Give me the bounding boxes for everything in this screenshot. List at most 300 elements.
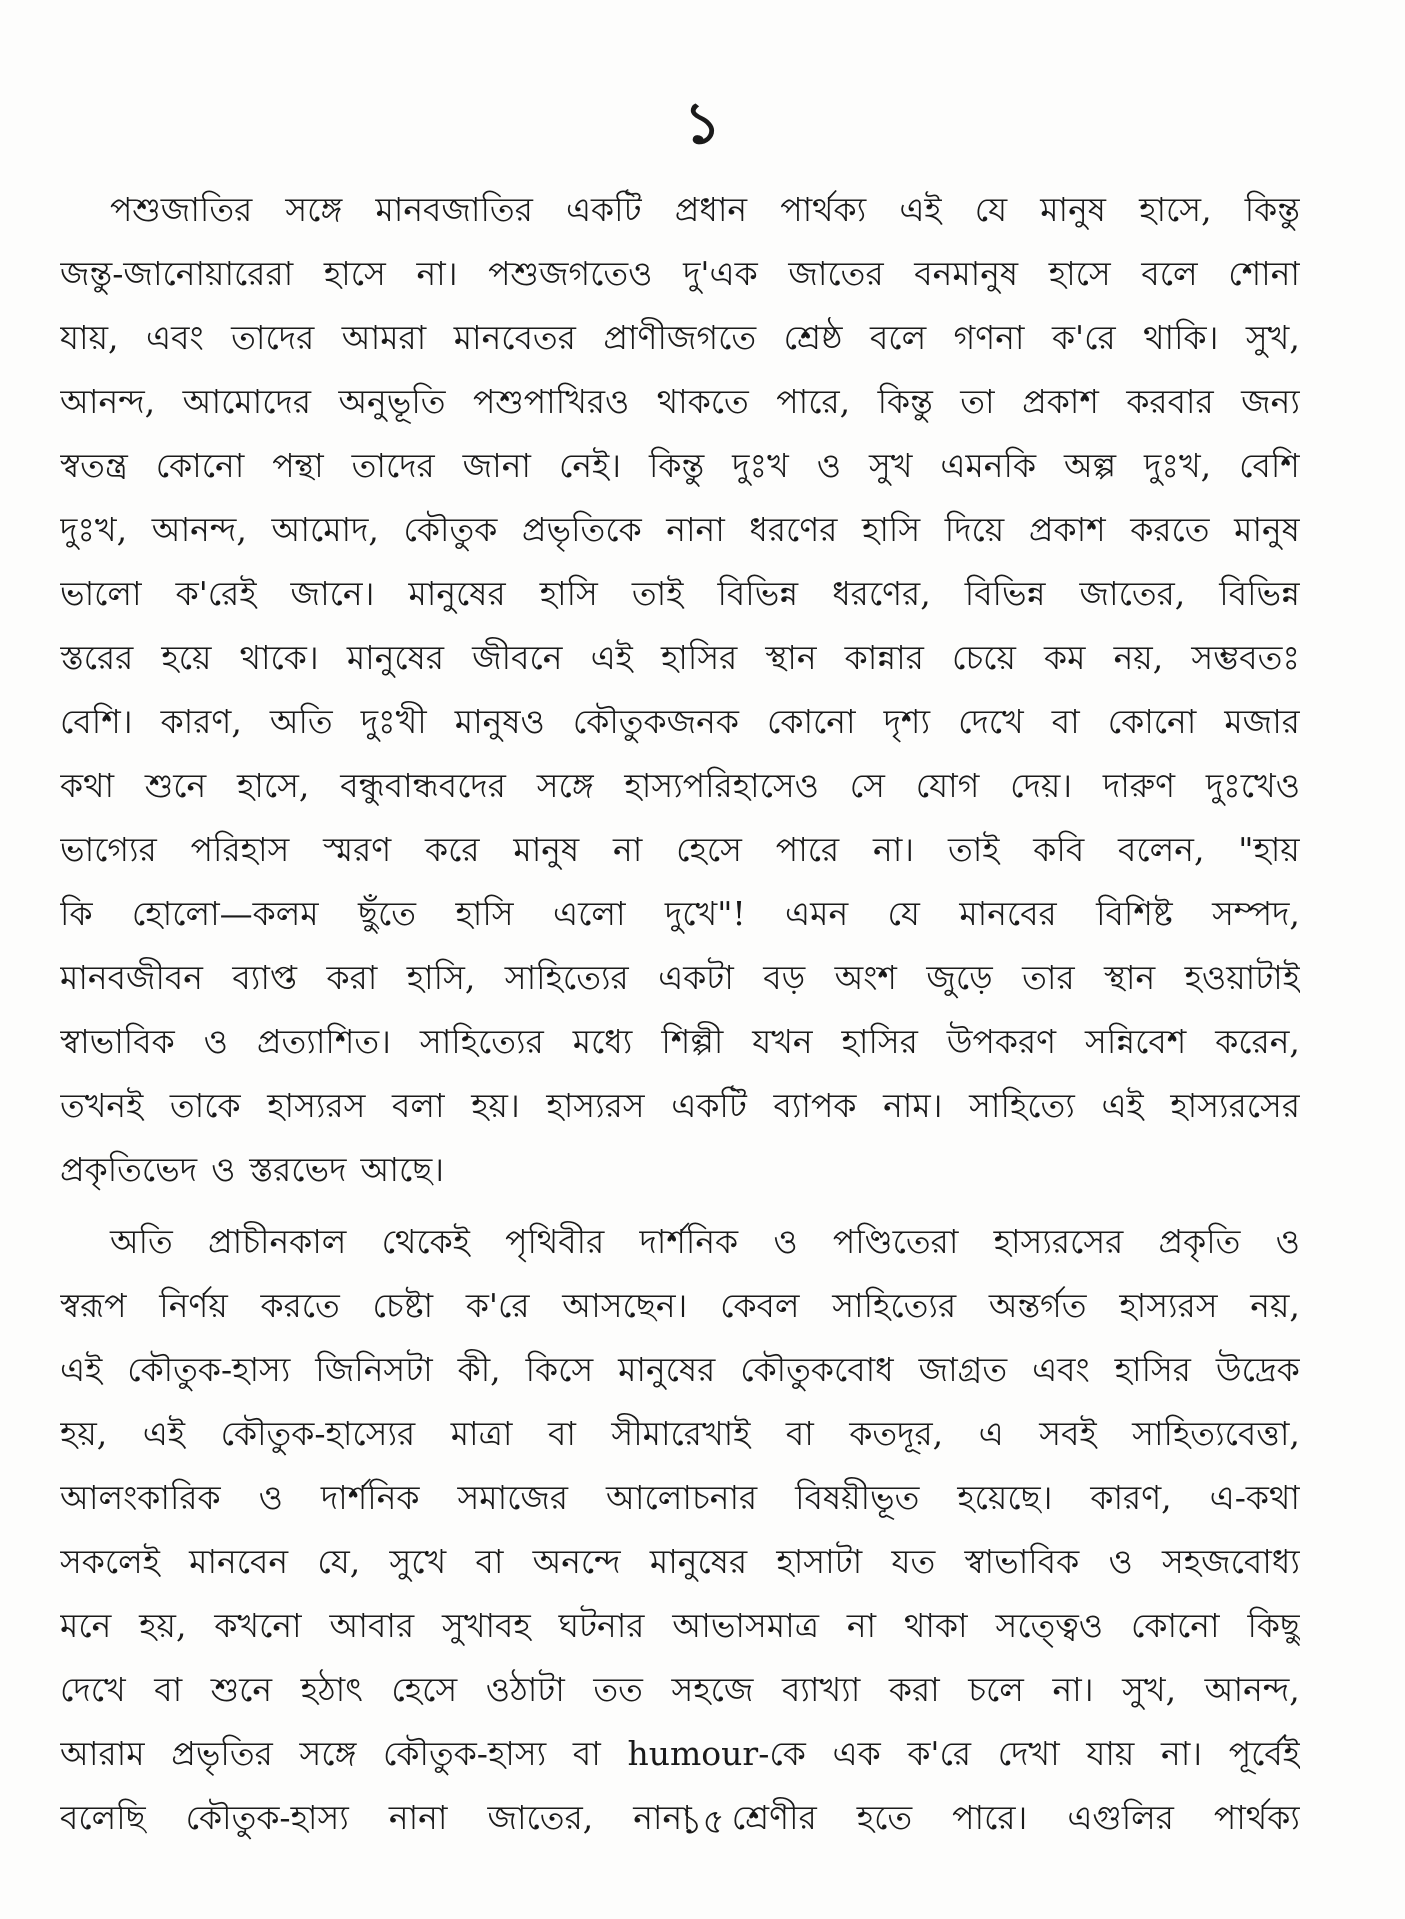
word: তাই [631, 574, 684, 613]
word: হাস্যরস [1119, 1286, 1218, 1325]
word: ও [211, 1150, 236, 1189]
word: দিয়ে [944, 510, 1005, 549]
word: হাস্যপরিহাসেও [624, 766, 819, 805]
text-line [60, 1402, 1300, 1466]
word: তখনই [60, 1086, 144, 1125]
word: কোনো [766, 702, 856, 741]
word: থাকা [904, 1606, 968, 1645]
text-line [60, 178, 1300, 242]
word: ধরণের [749, 510, 838, 549]
word: বলে [1141, 254, 1198, 293]
word: ভালো [60, 574, 142, 613]
word: হাসে, [236, 766, 310, 805]
word: হাস্যরস [267, 1086, 366, 1125]
text-line [60, 1530, 1300, 1594]
text-line [60, 370, 1300, 434]
word: দেখা [997, 1734, 1060, 1773]
word: পারে। [952, 1798, 1028, 1837]
word: জিনিসটা [315, 1350, 433, 1389]
word: বা [785, 1414, 814, 1453]
word: এ [978, 1414, 1004, 1453]
word: সীমারেখাই [611, 1414, 751, 1453]
word: বা [1051, 702, 1080, 741]
word: হাসে, [1139, 190, 1212, 229]
word: তাদের [231, 318, 315, 357]
word: থাকতে [656, 382, 749, 421]
word: করে [425, 830, 480, 869]
word: ও [203, 1022, 228, 1061]
word: ও [1108, 1542, 1133, 1581]
word: কোনো [155, 446, 245, 485]
word: না [846, 1606, 877, 1645]
word: স্বাভাবিক [964, 1542, 1080, 1581]
word: হাসে [323, 254, 386, 293]
word: যখন [752, 1022, 813, 1061]
word: সম্ভবতঃ [1191, 638, 1300, 677]
word: স্তরভেদ [249, 1150, 347, 1189]
word: শুনে [144, 766, 207, 805]
word: নানা [633, 1798, 692, 1837]
word: হেসে [676, 830, 742, 869]
word: পূর্বেই [1228, 1734, 1300, 1773]
word: মানুষের [408, 574, 506, 613]
word: কৌতুক-হাস্য [383, 1734, 547, 1773]
word: এগুলির [1067, 1798, 1174, 1837]
word: অন্তর্গত [988, 1286, 1087, 1325]
word: মানবের [959, 894, 1057, 933]
word: না। [873, 830, 915, 869]
word: সম্পদ, [1212, 894, 1300, 933]
word: যায় [1086, 1734, 1135, 1773]
word: মাত্রা [450, 1414, 513, 1453]
word: থাকে। [239, 638, 319, 677]
word: হাস্যরস [546, 1086, 645, 1125]
word: সঙ্গে [536, 766, 594, 805]
word: কৌতুক-হাস্য [127, 1350, 291, 1389]
word: আছে। [360, 1150, 445, 1189]
word: স্থান [765, 638, 817, 677]
word: বনমানুষ [914, 254, 1019, 293]
word: আমোদ, [271, 510, 379, 549]
word: বা [572, 1734, 601, 1773]
word: কেবল [720, 1286, 800, 1325]
word: সুখ [868, 446, 913, 485]
word: বলেন, [1118, 830, 1205, 869]
word: আসছেন। [562, 1286, 688, 1325]
word: আলোচনার [606, 1478, 758, 1517]
word: কবি [1033, 830, 1085, 869]
word: স্মরণ [323, 830, 392, 869]
word: আভাসমাত্র [672, 1606, 819, 1645]
word: এই [899, 190, 942, 229]
word: নানা [388, 1798, 448, 1837]
word: কিন্তু [1244, 190, 1300, 229]
word: সাহিত্যের [832, 1286, 957, 1325]
word: বলে [869, 318, 927, 357]
word: করা [326, 958, 378, 997]
word: উদ্রেক [1215, 1350, 1300, 1389]
word: হাসাটা [776, 1542, 863, 1581]
paragraph-spacer [60, 1202, 1300, 1210]
word: শোনা [1228, 254, 1300, 293]
word: শিল্পী [661, 1022, 724, 1061]
word: প্রভৃতিকে [521, 510, 642, 549]
word: এমন [785, 894, 849, 933]
word: পরিহাস [190, 830, 290, 869]
word: আবার [329, 1606, 415, 1645]
word: প্রধান [674, 190, 748, 229]
word: করতে [1130, 510, 1210, 549]
word: মানবজীবন [60, 958, 203, 997]
word: ও [773, 1222, 798, 1261]
word: সকলেই [60, 1542, 160, 1581]
word: করবার [1126, 382, 1214, 421]
word: এক [832, 1734, 881, 1773]
word: হেসে [391, 1670, 458, 1709]
word: সন্নিবেশ [1085, 1022, 1187, 1061]
word: জাতের [788, 254, 884, 293]
word: যোগ [915, 766, 980, 805]
word: বেশি [1239, 446, 1300, 485]
word: ধরণের, [832, 574, 931, 613]
word: প্রকাশ [1022, 382, 1099, 421]
word: ক'রে [465, 1286, 530, 1325]
word: প্রাণীজগতে [603, 318, 757, 357]
word: হয়, [60, 1414, 108, 1453]
body-text [60, 178, 1300, 1850]
word: কিসে [525, 1350, 594, 1389]
word: হাসি, [406, 958, 476, 997]
word: চেয়ে [951, 638, 1016, 677]
word: থেকেই [381, 1222, 470, 1261]
word: কতদূর, [849, 1414, 944, 1453]
word: আমরা [341, 318, 427, 357]
word: প্রভৃতির [171, 1734, 273, 1773]
word: অতি [269, 702, 333, 741]
word: প্রকৃতি [1158, 1222, 1241, 1261]
word: না। [1052, 1670, 1094, 1709]
word: যত [891, 1542, 936, 1581]
word: হাসে [1048, 254, 1111, 293]
word: দুঃখী [360, 702, 427, 741]
word: থাকি। [1143, 318, 1219, 357]
text-line [60, 690, 1300, 754]
text-line [60, 498, 1300, 562]
word: হাসি [862, 510, 921, 549]
word: সাহিত্যে [969, 1086, 1075, 1125]
word: হাসির [660, 638, 738, 677]
word: দুঃখেও [1205, 766, 1300, 805]
word: জানা [462, 446, 532, 485]
word: আমোদের [182, 382, 312, 421]
word: কারণ, [160, 702, 242, 741]
word: কোনো [1107, 702, 1197, 741]
word: জন্তু-জানোয়ারেরা [60, 254, 294, 293]
word: সবই [1039, 1414, 1097, 1453]
word: করতে [260, 1286, 340, 1325]
text-line [60, 242, 1300, 306]
word: ঘটনার [558, 1606, 645, 1645]
word: না। [1161, 1734, 1203, 1773]
word: কিন্তু [877, 382, 933, 421]
word: জানে। [290, 574, 375, 613]
word: কারণ, [1090, 1478, 1172, 1517]
word: হয়, [139, 1606, 187, 1645]
word: এবং [145, 318, 204, 357]
word: মানুষও [454, 702, 545, 741]
word: কথা [60, 766, 115, 805]
word: অনুভূতি [338, 382, 446, 421]
word: হাসি [539, 574, 598, 613]
word: এলো [553, 894, 626, 933]
word: বা [547, 1414, 576, 1453]
word: তত [593, 1670, 643, 1709]
word: মানবজাতির [375, 190, 533, 229]
word: কৌতুক-হাস্যের [220, 1414, 416, 1453]
word: বলেছি [60, 1798, 146, 1837]
word: নির্ণয় [159, 1286, 228, 1325]
word: একটি [565, 190, 642, 229]
word: শ্রেণীর [731, 1798, 817, 1837]
word: মানবেতর [453, 318, 576, 357]
word: তাই [947, 830, 1000, 869]
word: বড় [763, 958, 806, 997]
word: কৌতুকজনক [572, 702, 739, 741]
word: কৌতুকবোধ [740, 1350, 894, 1389]
word: কোনো [1130, 1606, 1220, 1645]
text-line [60, 1074, 1300, 1138]
word: পার্থক্য [780, 190, 867, 229]
word: মজার [1224, 702, 1300, 741]
word: কি [60, 894, 93, 933]
word: নাম। [883, 1086, 943, 1125]
text-line [60, 882, 1300, 946]
word: নেই। [558, 446, 622, 485]
word: হতে [856, 1798, 913, 1837]
word: বিষয়ীভূত [795, 1478, 920, 1517]
word: মানুষের [346, 638, 445, 677]
word: পণ্ডিতেরা [832, 1222, 959, 1261]
word: স্থান [1104, 958, 1156, 997]
word: হয়ে [161, 638, 212, 677]
word: ব্যাপক [773, 1086, 857, 1125]
word: যে, [317, 1542, 361, 1581]
word: যে [974, 190, 1008, 229]
word: দুঃখ [732, 446, 789, 485]
word: আনন্দ, [151, 510, 247, 549]
word: জন্য [1241, 382, 1300, 421]
word: এবং [1032, 1350, 1090, 1389]
word: হয়। [471, 1086, 520, 1125]
word: হোলো—কলম [131, 894, 319, 933]
word: দুঃখ, [60, 510, 128, 549]
word: ক'রে [1051, 318, 1116, 357]
word: জীবনে [472, 638, 563, 677]
text-line [60, 946, 1300, 1010]
word: এমনকি [940, 446, 1037, 485]
word: দেয়। [1010, 766, 1073, 805]
word: ক'রেই [175, 574, 257, 613]
text-line [60, 1594, 1300, 1658]
word: বেশি। [60, 702, 133, 741]
word: অল্প [1063, 446, 1117, 485]
word: আনন্দ, [60, 382, 156, 421]
word: সহজবোধ্য [1161, 1542, 1300, 1581]
word: তা [960, 382, 995, 421]
word: সঙ্গে [285, 190, 343, 229]
word: স্বতন্ত্র [60, 446, 128, 485]
text-line [60, 562, 1300, 626]
word: প্রকাশ [1028, 510, 1106, 549]
text-line [60, 1722, 1300, 1786]
word: কান্নার [844, 638, 924, 677]
word: এই [142, 1414, 186, 1453]
word: জুড়ে [926, 958, 993, 997]
word: ও [1275, 1222, 1300, 1261]
word: কৌতুক-হাস্য [185, 1798, 349, 1837]
word: সাহিত্যের [504, 958, 629, 997]
word: দেখে [60, 1670, 126, 1709]
word: অনন্দে [532, 1542, 621, 1581]
word: "হায় [1238, 830, 1300, 869]
word: উপকরণ [946, 1022, 1057, 1061]
word: মধ্যে [572, 1022, 633, 1061]
word: দেখে [958, 702, 1024, 741]
word: প্রত্যাশিত। [256, 1022, 391, 1061]
word: মানুষ [1040, 190, 1107, 229]
word: স্বাভাবিক [60, 1022, 175, 1061]
word: হাস্যরসের [1170, 1086, 1300, 1125]
word: অংশ [834, 958, 897, 997]
word: এই [590, 638, 633, 677]
word: ছুঁতে [358, 894, 417, 933]
text-line [60, 1274, 1300, 1338]
word: স্বরূপ [60, 1286, 127, 1325]
word: বিভিন্ন [1219, 574, 1300, 613]
word: সঙ্গে [299, 1734, 357, 1773]
word: সহজে [671, 1670, 754, 1709]
word: শ্রেষ্ঠ [783, 318, 843, 357]
word: নয়, [1250, 1286, 1300, 1325]
word: এ-কথা [1209, 1478, 1300, 1517]
word: দারুণ [1102, 766, 1176, 805]
word: হাসির [841, 1022, 918, 1061]
word: কম [1044, 638, 1086, 677]
word: না। [416, 254, 458, 293]
word: বিভিন্ন [964, 574, 1046, 613]
word: পারে [775, 830, 840, 869]
word: বিভিন্ন [717, 574, 799, 613]
word: যে [887, 894, 920, 933]
word: তার [1022, 958, 1075, 997]
word: পৃথিবীর [505, 1222, 605, 1261]
word: বন্ধুবান্ধবদের [340, 766, 506, 805]
word: পশুজাতির [110, 190, 253, 229]
word: সুখাবহ [442, 1606, 531, 1645]
word: বিশিষ্ট [1096, 894, 1173, 933]
word: দার্শনিক [639, 1222, 739, 1261]
word: নয়, [1113, 638, 1164, 677]
text-line [60, 434, 1300, 498]
word: আনন্দ, [1204, 1670, 1300, 1709]
text-line [60, 626, 1300, 690]
word: একটি [671, 1086, 747, 1125]
text-line [60, 818, 1300, 882]
word: ওঠাটা [485, 1670, 565, 1709]
word: হাসির [1114, 1350, 1191, 1389]
word: কী, [457, 1350, 501, 1389]
word: তাদের [351, 446, 435, 485]
word: কখনো [214, 1606, 302, 1645]
word: পার্থক্য [1213, 1798, 1300, 1837]
word: দু'এক [683, 254, 758, 293]
page-number: ১৫ [680, 1802, 725, 1842]
word: হয়েছে। [957, 1478, 1053, 1517]
word: ব্যাখ্যা [781, 1670, 861, 1709]
word: সুখে [389, 1542, 447, 1581]
word: বা [154, 1670, 183, 1709]
word: মানুষ [513, 830, 580, 869]
word: ব্যাপ্ত [232, 958, 298, 997]
chapter-number: ১ [683, 89, 722, 157]
word: প্রকৃতিভেদ [60, 1150, 198, 1189]
word: সমাজের [457, 1478, 569, 1517]
word: মনে [60, 1606, 112, 1645]
text-line [60, 1338, 1300, 1402]
word: দুঃখ, [1144, 446, 1212, 485]
word: একটা [658, 958, 734, 997]
text-line [60, 1466, 1300, 1530]
word: সাহিত্যবেত্তা, [1132, 1414, 1300, 1453]
text-line [60, 306, 1300, 370]
word: নানা [666, 510, 725, 549]
word: তাকে [169, 1086, 241, 1125]
word: এই [1101, 1086, 1144, 1125]
word: আরাম [60, 1734, 145, 1773]
word: ও [816, 446, 842, 485]
word: হঠাৎ [300, 1670, 363, 1709]
word: না [613, 830, 643, 869]
word: চেষ্টা [372, 1286, 434, 1325]
word: দুখে"! [664, 894, 746, 933]
word: চলে [968, 1670, 1024, 1709]
word: দার্শনিক [320, 1478, 420, 1517]
word: পারে, [776, 382, 851, 421]
word: মানুষ [1234, 510, 1300, 549]
word: যায়, [60, 318, 119, 357]
word: সত্ত্বেও [995, 1606, 1104, 1645]
word: হওয়াটাই [1184, 958, 1300, 997]
word: কিন্তু [648, 446, 705, 485]
word: মানুষের [618, 1350, 716, 1389]
word: humour-কে [627, 1734, 806, 1773]
word: হাসি [455, 894, 514, 933]
word: এই [60, 1350, 103, 1389]
word: বা [475, 1542, 504, 1581]
word: বলা [392, 1086, 445, 1125]
word: অতি [110, 1222, 173, 1261]
text-line [60, 1010, 1300, 1074]
word: গণনা [953, 318, 1025, 357]
word: জাতের, [487, 1798, 594, 1837]
word: জাতের, [1079, 574, 1186, 613]
word: কিছু [1247, 1606, 1300, 1645]
word: সুখ, [1245, 318, 1300, 357]
word: স্তরের [60, 638, 134, 677]
word: আলংকারিক [60, 1478, 221, 1517]
word: করা [888, 1670, 940, 1709]
word: সুখ, [1122, 1670, 1177, 1709]
